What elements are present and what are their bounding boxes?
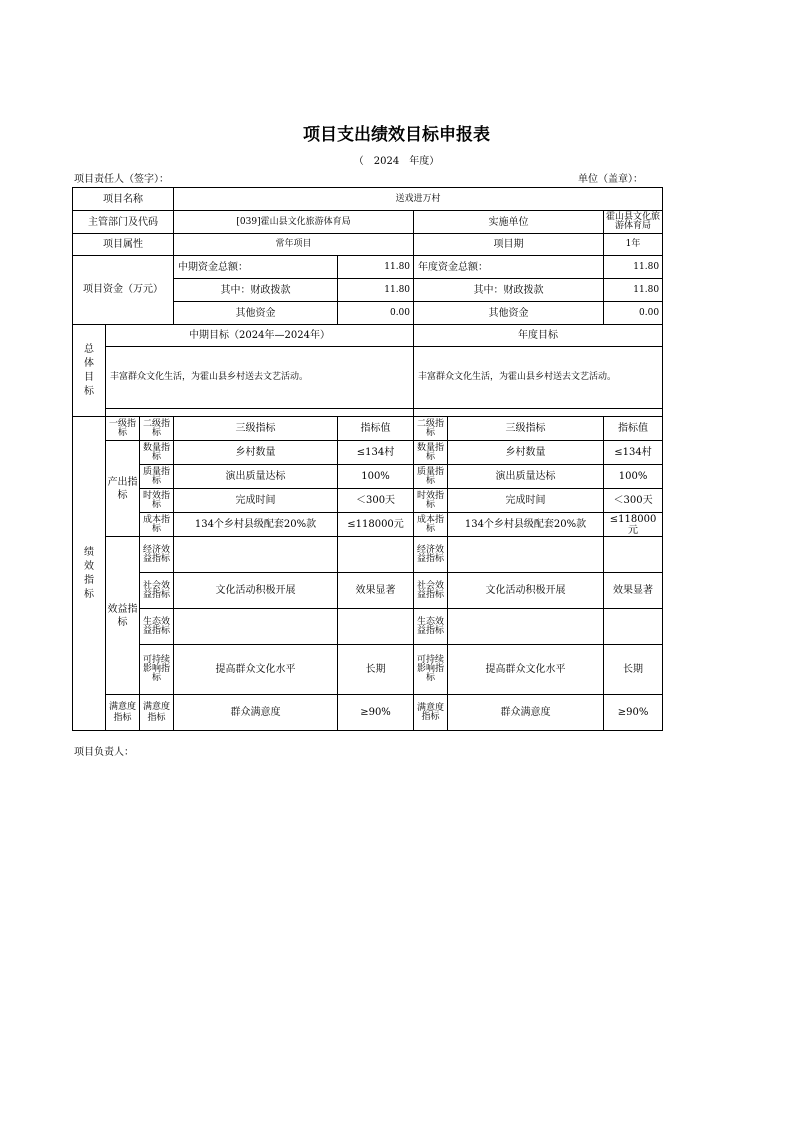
period-label: 项目期 — [414, 234, 604, 256]
indicator-l2-year: 社会效益指标 — [414, 573, 448, 609]
indicator-l3: 提高群众文化水平 — [174, 645, 338, 695]
indicator-l2: 经济效益指标 — [140, 537, 174, 573]
indicator-value: 长期 — [338, 645, 414, 695]
fund-label: 项目资金（万元） — [73, 256, 174, 325]
indicator-l3-year — [448, 609, 604, 645]
indicator-value: 100% — [338, 465, 414, 489]
year-total-label: 年度资金总额： — [414, 256, 604, 279]
indicator-l3-year — [448, 537, 604, 573]
dept-label: 主管部门及代码 — [73, 211, 174, 234]
perf-h-level3-year: 三级指标 — [448, 417, 604, 441]
indicator-l3-year: 乡村数量 — [448, 441, 604, 465]
mid-goal-text: 丰富群众文化生活，为霍山县乡村送去文艺活动。 — [106, 347, 414, 409]
indicator-l2: 满意度指标 — [140, 695, 174, 731]
mid-other-value: 0.00 — [338, 302, 414, 325]
year-total-value: 11.80 — [604, 256, 663, 279]
mid-total-value: 11.80 — [338, 256, 414, 279]
perf-h-level2: 二级指标 — [140, 417, 174, 441]
indicator-l2: 质量指标 — [140, 465, 174, 489]
indicator-value-year: 长期 — [604, 645, 663, 695]
overall-goal-label: 总体目标 — [73, 325, 106, 417]
indicator-value: 效果显著 — [338, 573, 414, 609]
indicator-value: ＜300天 — [338, 489, 414, 513]
indicator-value: ≤118000元 — [338, 513, 414, 537]
perf-h-value: 指标值 — [338, 417, 414, 441]
indicator-l3 — [174, 609, 338, 645]
mid-fiscal-value: 11.80 — [338, 279, 414, 302]
attr-value: 常年项目 — [174, 234, 414, 256]
indicator-value: ≤134村 — [338, 441, 414, 465]
year-goal-text: 丰富群众文化生活，为霍山县乡村送去文艺活动。 — [414, 347, 663, 409]
satisfaction-indicator-label: 满意度指标 — [106, 695, 140, 731]
mid-total-label: 中期资金总额： — [174, 256, 338, 279]
mid-other-label: 其他资金 — [174, 302, 338, 325]
indicator-l3: 文化活动积极开展 — [174, 573, 338, 609]
year-goal-spacer — [414, 409, 663, 417]
year-fiscal-value: 11.80 — [604, 279, 663, 302]
indicator-l2: 时效指标 — [140, 489, 174, 513]
indicator-value-year — [604, 537, 663, 573]
output-indicator-label: 产出指标 — [106, 441, 140, 537]
perf-section-label: 绩效指标 — [73, 417, 106, 731]
impl-unit-label: 实施单位 — [414, 211, 604, 234]
indicator-l2: 数量指标 — [140, 441, 174, 465]
page-title: 项目支出绩效目标申报表 — [303, 125, 490, 145]
year-fiscal-label: 其中：财政拨款 — [414, 279, 604, 302]
indicator-value-year: ＜300天 — [604, 489, 663, 513]
indicator-value-year: ≤118000元 — [604, 513, 663, 537]
perf-h-level1: 一级指标 — [106, 417, 140, 441]
indicator-l3-year: 完成时间 — [448, 489, 604, 513]
perf-h-level2-year: 二级指标 — [414, 417, 448, 441]
indicator-l3-year: 演出质量达标 — [448, 465, 604, 489]
performance-target-table — [72, 187, 663, 731]
indicator-l2: 生态效益指标 — [140, 609, 174, 645]
indicator-l3 — [174, 537, 338, 573]
report-year: （ 2024 年度） — [353, 156, 440, 167]
year-other-value: 0.00 — [604, 302, 663, 325]
unit-seal-label: 单位（盖章）： — [578, 174, 643, 185]
indicator-l2-year: 可持续影响指标 — [414, 645, 448, 695]
indicator-value: ≥90% — [338, 695, 414, 731]
indicator-l3-year: 文化活动积极开展 — [448, 573, 604, 609]
indicator-l2-year: 满意度指标 — [414, 695, 448, 731]
indicator-l2-year: 生态效益指标 — [414, 609, 448, 645]
attr-label: 项目属性 — [73, 234, 174, 256]
perf-h-level3: 三级指标 — [174, 417, 338, 441]
impl-unit-value: 霍山县文化旅游体育局 — [604, 211, 663, 234]
indicator-value — [338, 609, 414, 645]
year-goal-header: 年度目标 — [414, 325, 663, 347]
responsible-signature-label: 项目责任人（签字）： — [74, 174, 169, 185]
period-value: 1年 — [604, 234, 663, 256]
benefit-indicator-label: 效益指标 — [106, 537, 140, 695]
indicator-l2-year: 经济效益指标 — [414, 537, 448, 573]
indicator-l3-year: 提高群众文化水平 — [448, 645, 604, 695]
indicator-l3: 乡村数量 — [174, 441, 338, 465]
mid-goal-spacer — [106, 409, 414, 417]
indicator-value-year: ≤134村 — [604, 441, 663, 465]
mid-fiscal-label: 其中：财政拨款 — [174, 279, 338, 302]
dept-value: [039]霍山县文化旅游体育局 — [174, 211, 414, 234]
indicator-l3: 群众满意度 — [174, 695, 338, 731]
indicator-l2-year: 时效指标 — [414, 489, 448, 513]
indicator-l3: 完成时间 — [174, 489, 338, 513]
indicator-l2: 可持续影响指标 — [140, 645, 174, 695]
project-name-label: 项目名称 — [73, 188, 174, 211]
indicator-value — [338, 537, 414, 573]
indicator-value-year: 100% — [604, 465, 663, 489]
indicator-l3: 演出质量达标 — [174, 465, 338, 489]
indicator-l2: 社会效益指标 — [140, 573, 174, 609]
indicator-l2-year: 数量指标 — [414, 441, 448, 465]
mid-goal-header: 中期目标（2024年—2024年） — [106, 325, 414, 347]
indicator-l3-year: 134个乡村县级配套20%款 — [448, 513, 604, 537]
year-other-label: 其他资金 — [414, 302, 604, 325]
indicator-l2-year: 质量指标 — [414, 465, 448, 489]
indicator-value-year: 效果显著 — [604, 573, 663, 609]
indicator-l2-year: 成本指标 — [414, 513, 448, 537]
indicator-l3: 134个乡村县级配套20%款 — [174, 513, 338, 537]
indicator-l3-year: 群众满意度 — [448, 695, 604, 731]
indicator-l2: 成本指标 — [140, 513, 174, 537]
perf-h-value-year: 指标值 — [604, 417, 663, 441]
indicator-value-year — [604, 609, 663, 645]
project-name-value: 送戏进万村 — [174, 188, 663, 211]
project-leader-label: 项目负责人： — [74, 747, 134, 758]
indicator-value-year: ≥90% — [604, 695, 663, 731]
